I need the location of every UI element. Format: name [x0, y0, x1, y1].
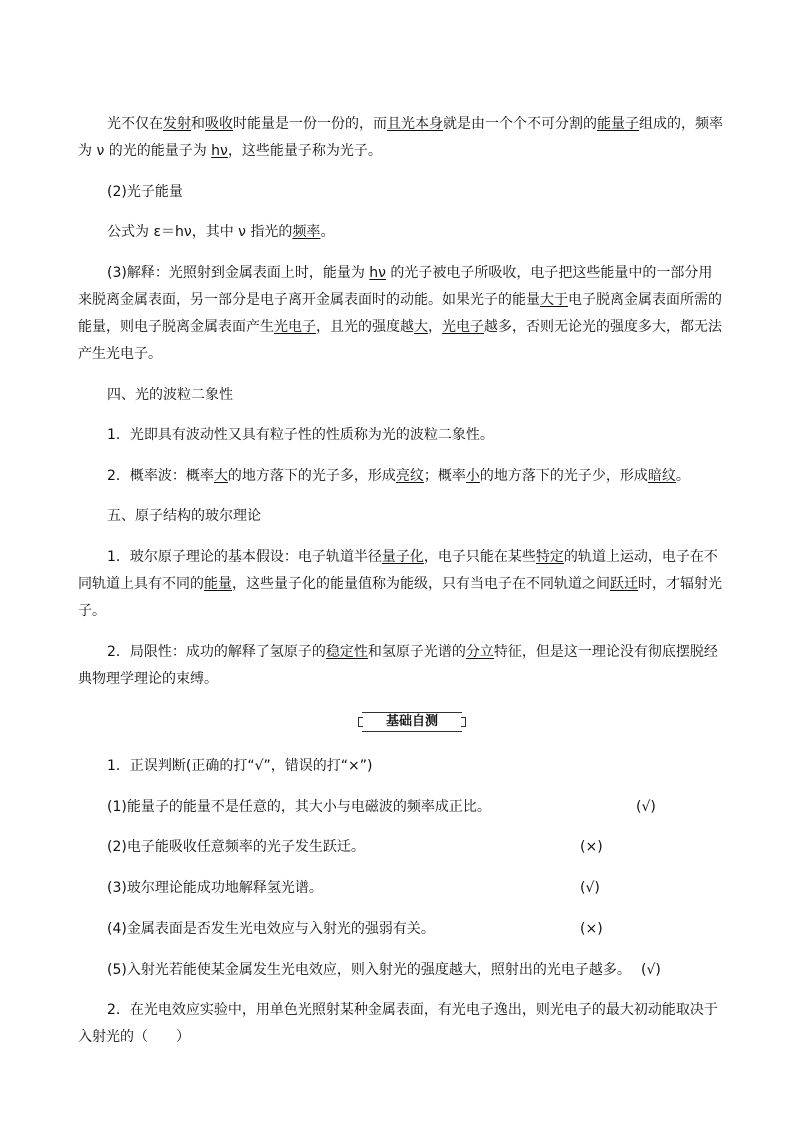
- paragraph-line: [107, 642, 724, 662]
- underlined-answer: 吸收: [205, 116, 233, 132]
- text: 同轨道上具有不同的: [78, 576, 204, 592]
- judgement-item: (2)电子能吸收任意频率的光子发生跃迁。: [107, 839, 365, 855]
- underlined-answer: 光电子: [274, 319, 316, 335]
- text: 2．局限性：成功的解释了氢原子的: [107, 644, 326, 660]
- text: 能量，则电子脱离金属表面产生: [78, 319, 274, 335]
- judgement-mark: (√): [580, 880, 600, 896]
- text: 和: [191, 116, 205, 132]
- text: ，: [428, 319, 442, 335]
- text: 时能量是一份一份的，而: [233, 116, 387, 132]
- text: ，这些量子化的能量值称为能级，只有当电子在不同轨道之间: [232, 576, 610, 592]
- text: ，电子只能在某些: [423, 549, 536, 565]
- text: 就是由一个个不可分割的: [443, 116, 597, 132]
- underlined-answer: 能量子: [597, 116, 639, 132]
- underlined-answer: 大: [414, 319, 428, 335]
- text: 的轨道上运动，电子在不: [563, 549, 718, 565]
- text: 组成的，频率: [639, 116, 723, 132]
- section-heading: 五、原子结构的玻尔理论: [107, 508, 261, 524]
- underlined-answer: 光电子: [442, 319, 484, 335]
- underlined-answer: hν: [211, 143, 228, 159]
- paragraph-line: [78, 141, 724, 161]
- underlined-answer: 分立: [465, 644, 494, 660]
- underlined-answer: 发射: [163, 116, 191, 132]
- text: 的地方落下的光子少，形成: [479, 468, 648, 484]
- underlined-answer: 亮纹: [395, 468, 424, 484]
- text: 特征，但是这一理论没有彻底摆脱经: [493, 644, 718, 660]
- judgement-mark: (×): [580, 839, 603, 855]
- judgement-item: (4)金属表面是否发生光电效应与入射光的强弱有关。: [107, 921, 435, 937]
- text: 。: [675, 468, 690, 484]
- paragraph-line: [78, 574, 724, 594]
- text: 1．玻尔原子理论的基本假设：电子轨道半径: [107, 549, 382, 565]
- judgement-mark: (√): [636, 799, 656, 815]
- text: 公式为 ε＝hν，其中 ν 指光的: [107, 224, 293, 240]
- paragraph-line: [107, 263, 724, 283]
- judgement-item: (5)入射光若能使某金属发生光电效应，则入射光的强度越大，照射出的光电子越多。: [107, 962, 631, 978]
- judgement-item: (1)能量子的能量不是任意的，其大小与电磁波的频率成正比。: [107, 799, 491, 815]
- judgement-mark: (×): [580, 921, 603, 937]
- judgement-item: (3)玻尔理论能成功地解释氢光谱。: [107, 880, 323, 896]
- paragraph-line: 1．光即具有波动性又具有粒子性的性质称为光的波粒二象性。: [107, 427, 494, 443]
- text: ，且光的强度越: [316, 319, 414, 335]
- paragraph-line: 产生光电子。: [78, 346, 162, 362]
- paragraph-line: 典物理学理论的束缚。: [78, 671, 218, 687]
- paragraph-line: [107, 114, 724, 134]
- text: 光不仅在: [107, 116, 163, 132]
- underlined-answer: 能量: [204, 576, 232, 592]
- formula-line: [107, 222, 724, 242]
- text: 。: [320, 224, 335, 240]
- text: 2．概率波：概率: [107, 468, 214, 484]
- text: 的光子被电子所吸收，电子把这些能量中的一部分用: [385, 265, 713, 281]
- text: 时，才辐射光: [638, 576, 722, 592]
- text: 来脱离金属表面，另一部分是电子离开金属表面时的动能。如果光子的能量: [78, 292, 540, 308]
- judgement-mark: (√): [641, 962, 661, 978]
- underlined-answer: 频率: [292, 224, 321, 240]
- underlined-answer: 暗纹: [647, 468, 676, 484]
- text: 的地方落下的光子多，形成: [227, 468, 396, 484]
- underlined-answer: 稳定性: [325, 644, 368, 660]
- paragraph-line: [107, 466, 724, 486]
- text: 越多，否则无论光的强度多大，都无法: [484, 319, 722, 335]
- text: ，这些能量子称为光子。: [227, 143, 382, 159]
- text: ；概率: [423, 468, 466, 484]
- paragraph-line: 子。: [78, 603, 106, 619]
- underlined-answer: 量子化: [381, 549, 424, 565]
- text: 和氢原子光谱的: [367, 644, 466, 660]
- underlined-answer: 特定: [535, 549, 564, 565]
- paragraph-line: [78, 290, 724, 310]
- text: (3)解释：光照射到金属表面上时，能量为: [107, 265, 370, 281]
- question-title: 1．正误判断(正确的打“√”，错误的打“×”): [107, 758, 373, 774]
- text: 电子脱离金属表面所需的: [568, 292, 722, 308]
- section-heading: 四、光的波粒二象性: [107, 387, 233, 403]
- text: 为 ν 的光的能量子为: [78, 143, 212, 159]
- underlined-answer: 跃迁: [610, 576, 638, 592]
- subheading: (2)光子能量: [107, 184, 183, 200]
- underlined-answer: 大: [213, 468, 228, 484]
- section-banner: 基础自测: [362, 712, 462, 732]
- question-line: 入射光的（ ）: [78, 1029, 190, 1045]
- paragraph-line: [107, 547, 724, 567]
- underlined-answer: hν: [369, 265, 386, 281]
- question-line: 2．在光电效应实验中，用单色光照射某种金属表面，有光电子逸出，则光电子的最大初动能取决于: [107, 1002, 718, 1018]
- paragraph-line: [78, 317, 724, 337]
- underlined-answer: 大于: [540, 292, 568, 308]
- underlined-answer: 小: [465, 468, 480, 484]
- underlined-answer: 且光本身: [387, 116, 443, 132]
